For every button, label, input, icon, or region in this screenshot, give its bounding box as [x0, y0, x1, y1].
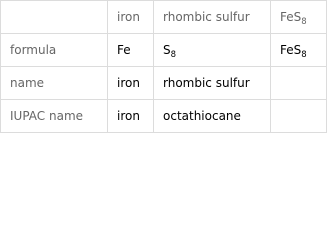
cell-iupac-iron: iron: [108, 100, 154, 133]
table-row-name: [1, 67, 327, 100]
cell-name-rhombic-sulfur: rhombic sulfur: [154, 67, 271, 100]
cell-formula-fes8: FeS$_8$: [271, 34, 327, 67]
cell-iupac-fes8: [271, 100, 327, 133]
table-row-iupac-name: [1, 100, 327, 133]
cell-formula-iron: Fe: [108, 34, 154, 67]
row-label-name: name: [1, 67, 108, 100]
row-label-formula: formula: [1, 34, 108, 67]
column-header-iron: iron: [108, 1, 154, 34]
corner-cell: [1, 1, 108, 34]
cell-name-iron: iron: [108, 67, 154, 100]
cell-name-fes8: [271, 67, 327, 100]
row-label-iupac-name: IUPAC name: [1, 100, 108, 133]
column-header-rhombic-sulfur: rhombic sulfur: [154, 1, 271, 34]
cell-formula-rhombic-sulfur: $S_8$: [154, 34, 271, 67]
header-row: [1, 1, 327, 34]
table-row-formula: [1, 34, 327, 67]
column-header-fes8: FeS$_8$: [271, 1, 327, 34]
cell-iupac-rhombic-sulfur: octathiocane: [154, 100, 271, 133]
